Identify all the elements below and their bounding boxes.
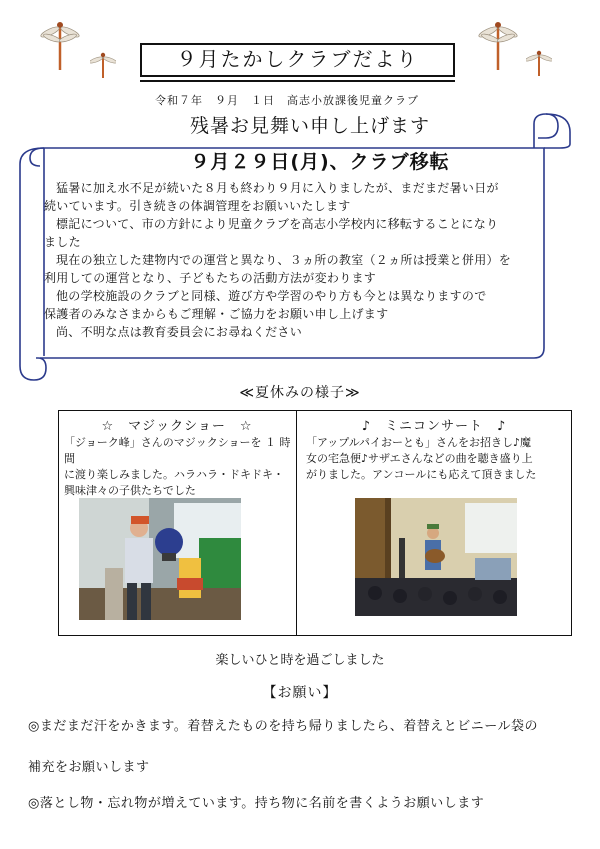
notice-line: ました [44,235,81,249]
notice-line: 利用しての運営となり、子どもたちの活動方法が変わります [44,271,377,285]
magic-show-line: 興味津々の子供たちでした [64,484,196,497]
concert-title: ♪ ミニコンサート ♪ [361,419,507,434]
magic-show-text [64,435,294,499]
title-underline [140,80,455,82]
notice-line: 現在の独立した建物内での運営と異なり、３ヵ所の教室（２ヵ所は授業と併用）を [56,253,512,267]
notice-line: 保護者のみなさまからもご理解・ご協力をお願い申し上げます [44,307,389,321]
dragonfly-icon [90,50,116,80]
notice-line: 尚、不明な点は教育委員会にお尋ねください [56,325,303,339]
greeting: 残暑お見舞い申し上げます [189,115,430,137]
request-item-1: ◎まだまだ汗をかきます。着替えたものを持ち帰りましたら、着替えとビニール袋の [28,719,539,734]
date-line: 令和７年 ９月 １日 高志小放課後児童クラブ [155,94,419,107]
page-title: ９月たかしクラブだより [140,43,455,77]
magic-show-photo [79,498,241,620]
concert-text [306,435,568,483]
notice-line: 標記について、市の方針により児童クラブを高志小学校内に移転することになり [56,217,499,231]
concert-line: がりました。アンコールにも応えて頂きました [306,468,537,481]
closing-text: 楽しいひと時を過ごしました [215,653,385,668]
dragonfly-icon [40,18,80,74]
notice-line: 猛暑に加え水不足が続いた８月も終わり９月に入りましたが、まだまだ暑い日が [56,181,499,195]
dragonfly-icon [526,48,552,78]
concert-line: 女の宅急便♪サザエさんなどの曲を聴き盛り上 [306,452,533,465]
request-item-2: ◎落とし物・忘れ物が増えています。持ち物に名前を書くようお願いします [28,796,485,811]
magic-show-line: 「ジョーク峰」さんのマジックショーを １ 時間 [64,436,291,465]
request-item-1-cont: 補充をお願いします [28,760,150,775]
notice-body [44,179,564,341]
notice-line: 他の学校施設のクラブと同様、遊び方や学習のやり方も今とは異なりますので [56,289,487,303]
magic-show-line: に渡り楽しみました。ハラハラ・ドキドキ・ [64,468,284,481]
magic-show-title: ☆ マジックショー ☆ [101,419,253,434]
section-title: ≪夏休みの様子≫ [239,385,361,401]
notice-line: 続いています。引き続きの体調管理をお願いいたします [44,199,351,213]
concert-photo [355,498,517,616]
notice-headline: ９月２９日(月)、クラブ移転 [190,151,450,173]
requests-title: 【お願い】 [262,685,338,701]
dragonfly-icon [478,18,518,74]
concert-line: 「アップルパイおーとも」さんをお招きし♪魔 [306,436,532,449]
grid-divider [296,410,297,636]
